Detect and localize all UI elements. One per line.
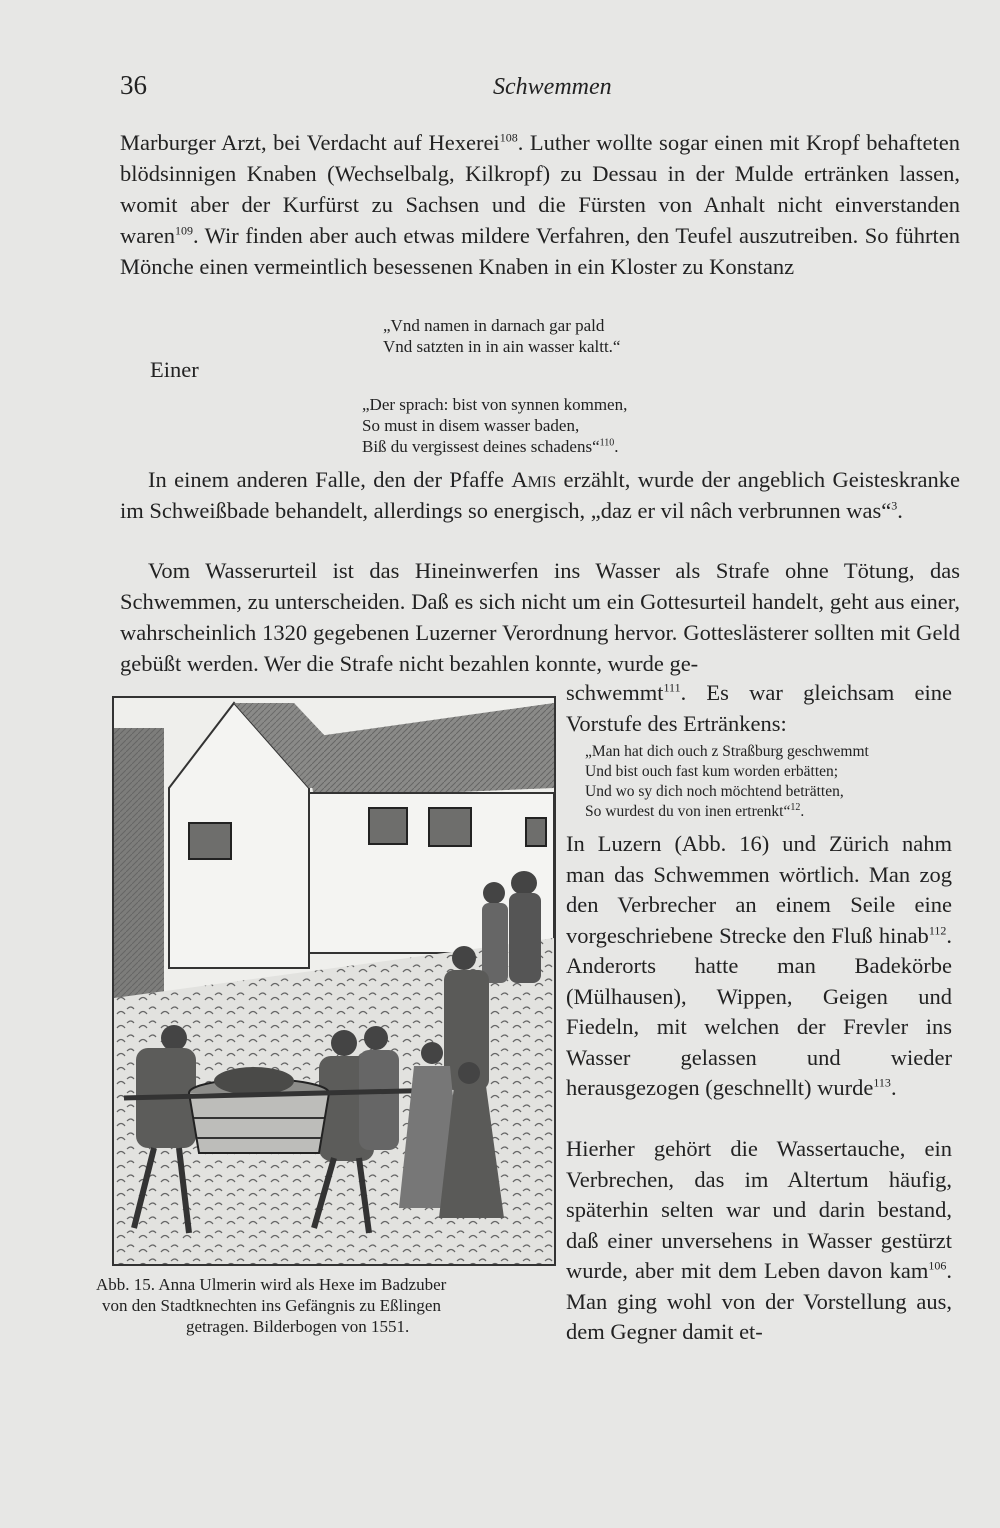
verse-quote-1: „Vnd namen in darnach gar pald Vnd satzten in in ain wasser kaltt.“ — [383, 316, 621, 356]
footnote-ref: 113 — [873, 1075, 891, 1090]
footnote-ref: 106 — [928, 1258, 947, 1273]
footnote-ref: 109 — [174, 223, 193, 238]
footnote-ref: 12 — [790, 801, 801, 813]
paragraph-1: Marburger Arzt, bei Verdacht auf Hexerei$^{108}$. Luther wollte sogar einen mit Kropf behafteten blödsinnigen Knaben (Wechselbalg, Kilkropf) zu Dessau in der Mulde ertränken lassen, womit aber der Kurfürst zu Sachsen und die Fürsten von Anhalt nicht einverstanden waren$^{109}$. Wir finden aber auch etwas mildere Verfahren, den Teufel auszutreiben. So führten Mönche einen vermeintlich besessenen Knaben in ein Kloster zu Konstanz — [120, 130, 960, 279]
side-text-1: schwemmt$^{111}$. Es war gleichsam eine Vorstufe des Ertränkens: — [566, 680, 952, 736]
verse-quote-3: „Man hat dich ouch z Straßburg geschwemmt Und bist ouch fast kum worden erbätten; Und wo sy dich noch möchtend beträtten, So wurdest du von inen ertrenkt“$^{12}$. — [585, 743, 869, 820]
paragraph-3: Vom Wasserurteil ist das Hineinwerfen ins Wasser als Strafe ohne Tötung, das Schwemmen, zu unterscheiden. Daß es sich nicht um ein Gottesurteil handelt, geht aus einer, wahrscheinlich 1320 gegebenen Luzerner Verordnung hervor. Gotteslästerer sollten mit Geld gebüßt werden. Wer die Strafe nicht bezahlen konnte, wurde ge- — [120, 558, 960, 676]
woodcut-drawing — [114, 698, 554, 1264]
figure-caption: Abb. 15. Anna Ulmerin wird als Hexe im Badzuber von den Stadtknechten ins Gefängnis zu Eßlingen getragen. Bilderbogen von 1551. — [96, 1275, 447, 1336]
page-number: 36 — [120, 70, 147, 100]
footnote-ref: 110 — [599, 437, 615, 449]
author-name: Amis — [511, 467, 557, 492]
footnote-ref: 112 — [928, 923, 947, 937]
woodcut-illustration — [112, 696, 556, 1266]
side-text-3: Hierher gehört die Wassertauche, ein Verbrechen, das im Altertum häufig, späterhin selten war und darin bestand, daß einer unversehens in Wasser gestürzt wurde, aber mit dem Leben davon kam$^{106}$. Man ging wohl von der Vorstellung aus, dem Gegner damit et- — [566, 1136, 952, 1344]
running-title: Schwemmen — [493, 74, 612, 100]
footnote-ref: 108 — [499, 130, 518, 145]
paragraph-2: In einem anderen Falle, den der Pfaffe Amis erzählt, wurde der angeblich Geisteskranke im Schweißbade behandelt, allerdings so energisch, „daz er vil nâch verbrunnen was“$^3$. — [120, 467, 960, 523]
einer-label: Einer — [150, 357, 199, 382]
side-text-2: In Luzern (Abb. 16) und Zürich nahm man das Schwemmen wörtlich. Man zog den Verbrecher an einem Seile eine vorgeschriebene Strecke den Fluß hinab$^{112}$. Anderorts hatte man Badekörbe (Mülhausen), Wippen, Geigen und Fiedeln, mit welchen der Frevler ins Wasser gelassen und wieder herausgezogen (geschnellt) wurde$^{113}$. — [566, 831, 952, 1100]
verse-quote-2: „Der sprach: bist von synnen kommen, So must in disem wasser baden, Biß du vergissest deines schadens“$^{110}$. — [362, 395, 628, 456]
footnote-ref: 111 — [663, 680, 681, 695]
footnote-ref: 3 — [891, 498, 898, 513]
